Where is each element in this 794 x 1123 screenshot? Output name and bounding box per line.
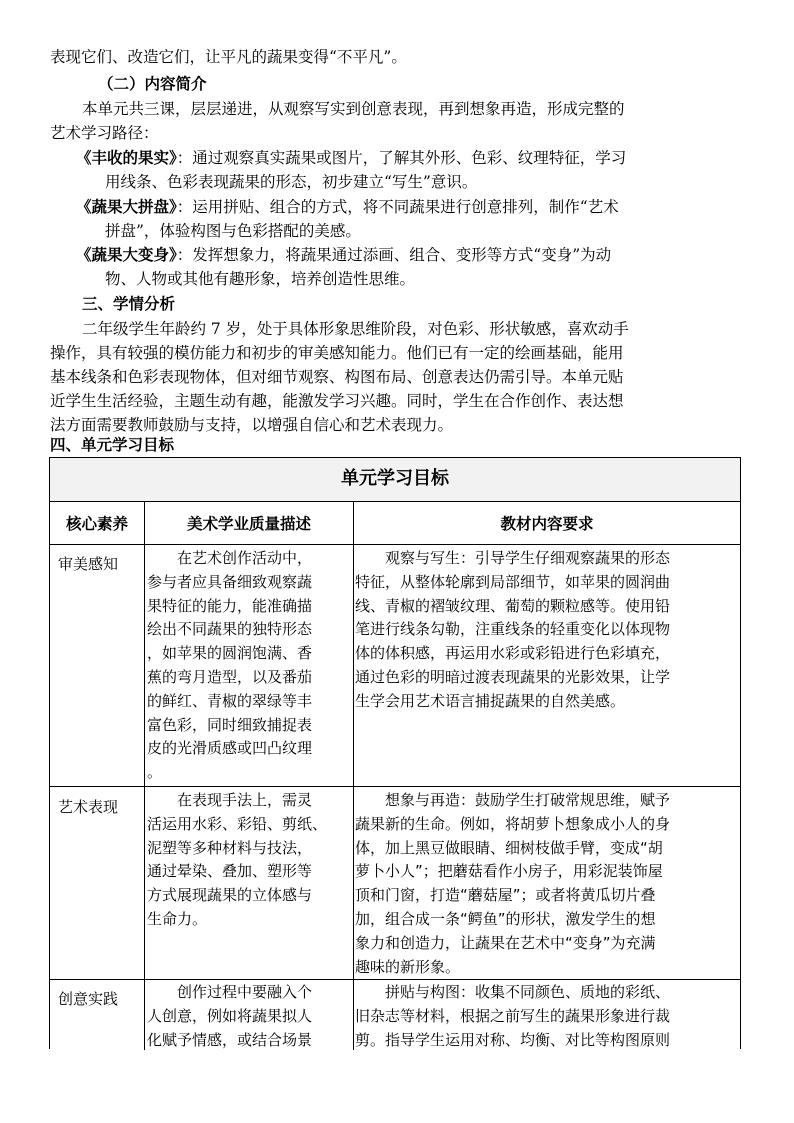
- lesson-1-line-2: 用线条、色彩表现蔬果的形态，初步建立“写生”意识。: [105, 173, 478, 191]
- table-cell-line: 拼贴与构图：收集不同颜色、质地的彩纸、: [355, 983, 671, 1001]
- section-3-line-2: 操作，具有较强的模仿能力和初步的审美感知能力。他们已有一定的绘画基础，能用: [50, 344, 624, 362]
- table-cell-line: 绘出不同蔬果的独特形态: [147, 620, 313, 639]
- section-3-line-3: 基本线条和色彩表现物体，但对细节观察、构图布局、创意表达仍需引导。本单元贴: [50, 368, 624, 386]
- row-2-divider: [50, 979, 740, 980]
- table-cell-line: 生命力。: [147, 909, 208, 928]
- table-cell-line: 生学会用艺术语言捕捉蔬果的自然美感。: [355, 691, 626, 710]
- section-3-line-4: 近学生生活经验，主题生动有趣，能激发学习兴趣。同时，学生在合作创作、表达想: [50, 392, 624, 410]
- table-cell-line: 萝卜小人”；把蘑菇看作小房子，用彩泥装饰屋: [355, 862, 663, 881]
- table-cell-line: 体的体积感，再运用水彩或彩铅进行色彩填充，: [355, 644, 671, 663]
- table-cell-line: 观察与写生：引导学生仔细观察蔬果的形态: [355, 549, 671, 567]
- row-2-content: [355, 789, 740, 979]
- lesson-2-line-2: 拼盘”，体验构图与色彩搭配的美感。: [105, 222, 361, 240]
- lesson-1-title: 《丰收的果实》: [76, 148, 177, 167]
- table-cell-line: 通过晕染、叠加、塑形等: [147, 862, 313, 881]
- table-cell-line: 象力和创造力，让蔬果在艺术中“变身”为充满: [355, 933, 656, 952]
- lesson-3-line-1: [76, 243, 772, 268]
- row-3-literacy: 创意实践: [58, 990, 119, 1008]
- row-1-quality: [147, 547, 353, 785]
- table-cell-line: 蔬果新的生命。例如，将胡萝卜想象成小人的身: [355, 814, 671, 833]
- table-cell-line: 的鲜红、青椒的翠绿等丰: [147, 691, 313, 710]
- row-3-content: [355, 981, 740, 1052]
- table-cell-line: 化赋予情感，或结合场景: [147, 1030, 313, 1049]
- row-1-literacy: 审美感知: [58, 555, 119, 573]
- table-cell-line: 。: [147, 763, 163, 782]
- table-cell-line: 顶和门窗，打造“蘑菇屋”；或者将黄瓜切片叠: [355, 886, 656, 905]
- lesson-3-line-2: 物、人物或其他有趣形象，培养创造性思维。: [105, 270, 416, 288]
- section-2-para-line-1: 本单元共三课，层层递进，从观察写实到创意表现，再到想象再造，形成完整的: [82, 100, 625, 118]
- col-divider-1: [144, 502, 145, 1050]
- table-cell-line: 果特征的能力，能准确描: [147, 596, 313, 615]
- table-cell-line: 趣味的新形象。: [355, 957, 461, 976]
- table-cell-line: 皮的光滑质感或凹凸纹理: [147, 739, 313, 758]
- table-cell-line: 特征，从整体轮廓到局部细节，如苹果的圆润曲: [355, 572, 671, 591]
- table-cell-line: 蕉的弯月造型，以及番茄: [147, 667, 313, 686]
- table-cell-line: 参与者应具备细致观察蔬: [147, 572, 313, 591]
- table-cell-line: 活运用水彩、彩铅、剪纸、: [147, 814, 328, 833]
- table-cell-line: 笔进行线条勾勒，注重线条的轻重变化以体现物: [355, 620, 671, 639]
- row-2-literacy: 艺术表现: [58, 798, 119, 816]
- row-1-divider: [50, 786, 740, 787]
- col-header-literacy: 核心素养: [65, 515, 128, 533]
- table-cell-line: 体，加上黑豆做眼睛、细树枝做手臂，变成“胡: [355, 838, 663, 857]
- section-4-heading: 四、单元学习目标: [50, 436, 175, 454]
- table-cell-line: 方式展现蔬果的立体感与: [147, 886, 313, 905]
- table-cell-line: 在表现手法上，需灵: [147, 791, 313, 809]
- table-cell-line: 创作过程中要融入个: [147, 983, 313, 1001]
- intro-tail-line: 表现它们、改造它们，让平凡的蔬果变得“不平凡”。: [50, 48, 407, 66]
- learning-goals-table: [49, 457, 741, 1049]
- section-3-line-1: 二年级学生年龄约 7 岁，处于具体形象思维阶段，对色彩、形状敏感，喜欢动手: [82, 320, 629, 338]
- table-title: 单元学习目标: [341, 468, 449, 489]
- row-3-quality: [147, 981, 353, 1052]
- table-cell-line: 富色彩，同时细致捕捉表: [147, 715, 313, 734]
- lesson-2-line-1: [76, 195, 772, 220]
- col-divider-2: [353, 502, 354, 1050]
- row-1-content: [355, 547, 740, 714]
- header-row-divider: [50, 544, 740, 545]
- col-header-content: 教材内容要求: [500, 515, 594, 533]
- lesson-2-title: 《蔬果大拼盘》: [76, 197, 177, 216]
- table-cell-line: 线、青椒的褶皱纹理、葡萄的颗粒感等。使用铅: [355, 596, 671, 615]
- col-header-quality: 美术学业质量描述: [186, 515, 311, 533]
- table-cell-line: 泥塑等多种材料与技法，: [147, 838, 313, 857]
- table-cell-line: ，如苹果的圆润饱满、香: [147, 644, 313, 663]
- table-cell-line: 剪。指导学生运用对称、均衡、对比等构图原则: [355, 1030, 671, 1049]
- table-cell-line: 加，组合成一条“鳄鱼”的形状，激发学生的想: [355, 909, 656, 928]
- table-cell-line: 旧杂志等材料，根据之前写生的蔬果形象进行裁: [355, 1006, 671, 1025]
- section-2-heading: （二）内容简介: [98, 75, 207, 93]
- lesson-2-desc-1: ：运用拼贴、组合的方式，将不同蔬果进行创意排列，制作“艺术: [176, 198, 619, 216]
- section-3-line-5: 法方面需要教师鼓励与支持，以增强自信心和艺术表现力。: [50, 416, 454, 434]
- lesson-1-desc-1: ：通过观察真实蔬果或图片，了解其外形、色彩、纹理特征，学习: [176, 149, 627, 167]
- table-cell-line: 想象与再造：鼓励学生打破常规思维，赋予: [355, 791, 671, 809]
- table-cell-line: 在艺术创作活动中，: [147, 549, 313, 567]
- lesson-3-title: 《蔬果大变身》: [76, 245, 177, 264]
- lesson-1-line-1: [76, 146, 772, 171]
- table-cell-line: 通过色彩的明暗过渡表现蔬果的光影效果，让学: [355, 667, 671, 686]
- row-2-quality: [147, 789, 353, 932]
- table-cell-line: 人创意，例如将蔬果拟人: [147, 1006, 313, 1025]
- section-3-heading: 三、学情分析: [82, 295, 176, 313]
- lesson-3-desc-1: ：发挥想象力，将蔬果通过添画、组合、变形等方式“变身”为动: [176, 246, 612, 264]
- section-2-para-line-2: 艺术学习路径：: [50, 124, 159, 142]
